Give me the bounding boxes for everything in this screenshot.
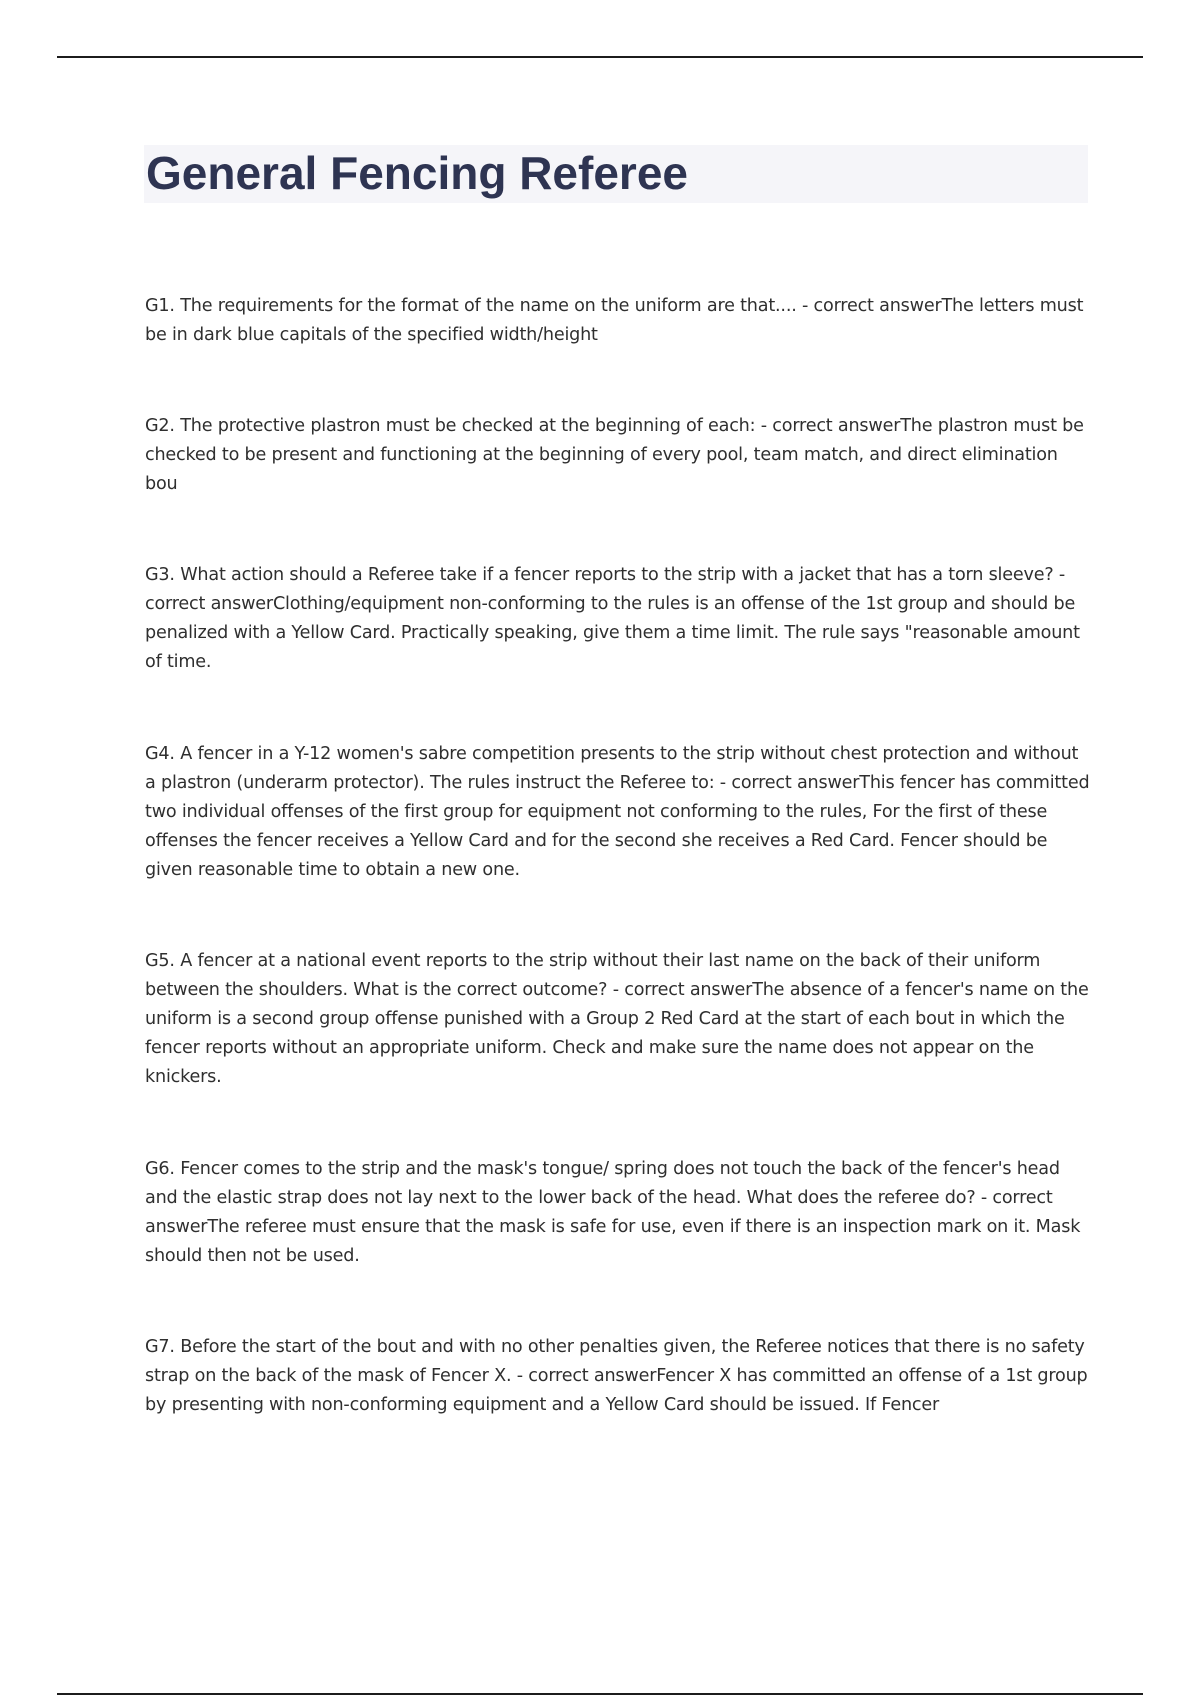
question-g2: G2. The protective plastron must be checked at the beginning of each: - correct answerThe plastron must be checked to be present and functioning at the beginning of every pool, team match, and direct elimination bou (145, 416, 1084, 494)
question-g5: G5. A fencer at a national event reports to the strip without their last name on the back of their uniform between the shoulders. What is the correct outcome? - correct answerThe absence of a fencer's name on the uniform is a second group offense punished with a Group 2 Red Card at the start of each bout in which the fencer reports without an appropriate uniform. Check and make sure the name does not appear on the knickers. (145, 951, 1089, 1087)
question-g7: G7. Before the start of the bout and with no other penalties given, the Referee notices that there is no safety strap on the back of the mask of Fencer X. - correct answerFencer X has committed an offense of a 1st group by presenting with non-conforming equipment and a Yellow Card should be issued. If Fencer (145, 1337, 1088, 1415)
document-title: General Fencing Referee (146, 147, 688, 199)
question-g6: G6. Fencer comes to the strip and the mask's tongue/ spring does not touch the back of the fencer's head and the elastic strap does not lay next to the lower back of the head. What does the referee do? - correct answerThe referee must ensure that the mask is safe for use, even if there is an inspection mark on it. Mask should then not be used. (145, 1159, 1081, 1266)
question-g1: G1. The requirements for the format of the name on the uniform are that.... - correct answerThe letters must be in dark blue capitals of the specified width/height (145, 296, 1084, 345)
question-g4: G4. A fencer in a Y-12 women's sabre competition presents to the strip without chest protection and without a plastron (underarm protector). The rules instruct the Referee to: - correct answerThis fencer has committed two individual offenses of the first group for equipment not conforming to the rules, For the first of these offenses the fencer receives a Yellow Card and for the second she receives a Red Card. Fencer should be given reasonable time to obtain a new one. (145, 744, 1090, 880)
footer-rule (57, 1693, 1143, 1695)
question-g3: G3. What action should a Referee take if a fencer reports to the strip with a jacket that has a torn sleeve? - correct answerClothing/equipment non-conforming to the rules is an offense of the 1st group and should be penalized with a Yellow Card. Practically speaking, give them a time limit. The rule says "reasonable amount of time. (145, 565, 1080, 672)
header-rule (57, 56, 1143, 58)
